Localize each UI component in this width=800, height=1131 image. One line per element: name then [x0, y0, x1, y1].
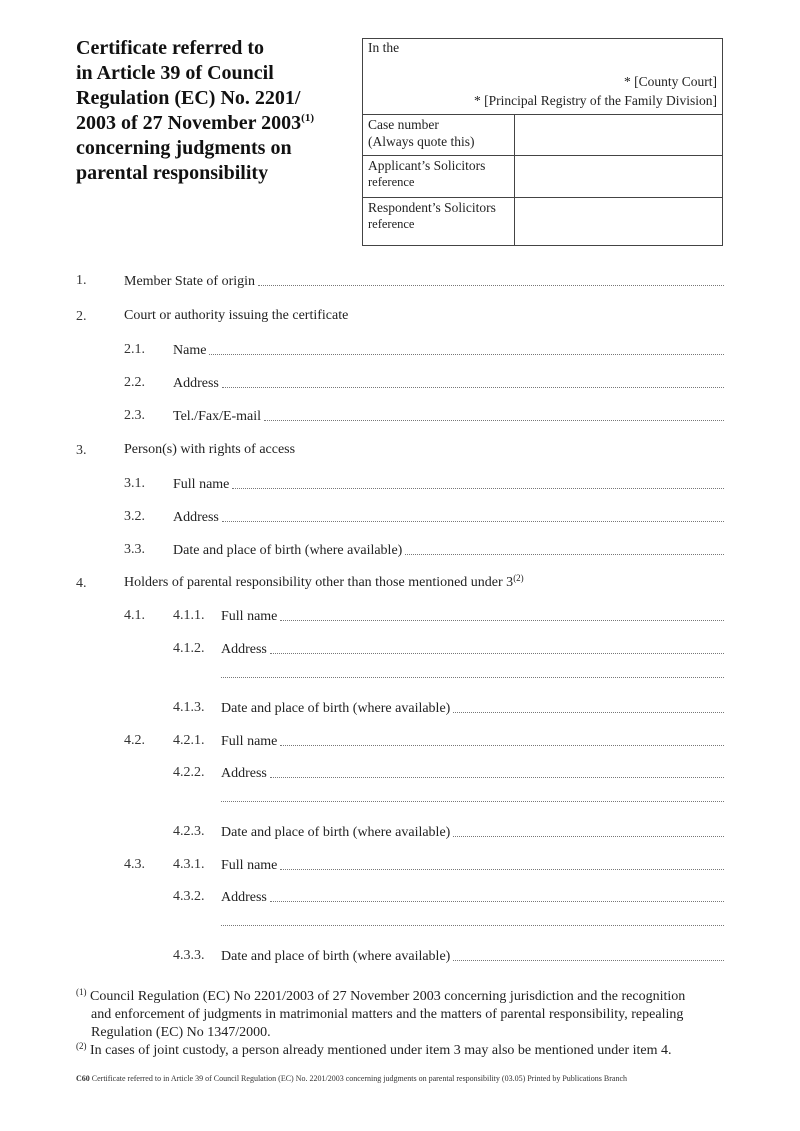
court-address-field[interactable]: [173, 374, 724, 392]
dotted-line: [280, 744, 724, 746]
case-number-label: [363, 115, 515, 155]
respondent-reference-row: [363, 198, 722, 245]
dotted-line: [280, 868, 724, 870]
footnote-text: Council Regulation (EC) No 2201/2003 of 27 November 2003 concerning jurisdiction and the recognition: [90, 989, 686, 1004]
title-line: concerning judgments on: [76, 137, 292, 159]
applicant-reference-field[interactable]: [515, 156, 722, 197]
holder-2-address-line-2[interactable]: [221, 800, 724, 802]
member-state-field[interactable]: [124, 272, 724, 290]
holder-1-address-field[interactable]: [221, 640, 724, 658]
title-line-text: 2003 of 27 November 2003: [76, 112, 302, 134]
dotted-line: [222, 386, 724, 388]
dotted-line: [453, 959, 724, 961]
item-number: 4.3.: [124, 857, 145, 872]
court-authority-heading: Court or authority issuing the certificate: [124, 308, 349, 323]
case-number-note: (Always quote this): [368, 134, 475, 149]
footnote-ref: (1): [301, 112, 314, 124]
footnote-ref: (2): [513, 573, 524, 583]
footnote-line: and enforcement of judgments in matrimonial matters and the matters of parental responsibility, repealing: [91, 1007, 684, 1022]
applicant-reference-row: [363, 156, 722, 198]
address-label: Address: [221, 890, 267, 905]
dotted-line: [222, 520, 724, 522]
case-number-row: [363, 115, 722, 156]
footnote-text: In cases of joint custody, a person already mentioned under item 3 may also be mentioned under item 4.: [90, 1043, 672, 1058]
birth-label: Date and place of birth (where available): [221, 949, 451, 964]
item-number: 3.3.: [124, 542, 145, 557]
footnote-mark: (2): [76, 1041, 87, 1051]
item-number: 2.3.: [124, 408, 145, 423]
footnote-mark: (1): [76, 987, 87, 997]
dotted-line: [270, 900, 724, 902]
dotted-line: [453, 835, 724, 837]
birth-label: Date and place of birth (where available): [221, 701, 451, 716]
access-birth-field[interactable]: [173, 541, 724, 559]
address-label: Address: [221, 766, 267, 781]
dotted-line: [264, 419, 724, 421]
dotted-line: [270, 776, 724, 778]
respondent-reference-label: [363, 198, 515, 245]
dotted-line: [209, 353, 724, 355]
footnote-1: [76, 988, 726, 1042]
title-line: in Article 39 of Council: [76, 62, 274, 84]
title-line: Certificate referred to: [76, 37, 265, 59]
item-number: 4.2.: [124, 733, 145, 748]
principal-registry-option: * [Principal Registry of the Family Division]: [474, 93, 717, 108]
court-contact-label: Tel./Fax/E-mail: [173, 409, 262, 424]
item-number: 4.1.3.: [173, 700, 205, 715]
holder-1-full-name-field[interactable]: [221, 607, 724, 625]
holder-1-address-line-2[interactable]: [221, 676, 724, 678]
birth-label: Date and place of birth (where available): [173, 543, 403, 558]
access-address-field[interactable]: [173, 508, 724, 526]
item-number: 2.: [76, 309, 87, 324]
item-number: 4.: [76, 576, 87, 591]
rights-of-access-heading: Person(s) with rights of access: [124, 442, 296, 457]
dotted-line: [405, 553, 724, 555]
footnote-line: [76, 988, 726, 1006]
holder-3-address-field[interactable]: [221, 888, 724, 906]
item-number: 4.2.1.: [173, 733, 205, 748]
footnote-line: Regulation (EC) No 1347/2000.: [91, 1025, 271, 1040]
item-number: 1.: [76, 273, 87, 288]
court-name-field[interactable]: [173, 341, 724, 359]
holder-3-full-name-field[interactable]: [221, 856, 724, 874]
respondent-label-text-2: reference: [368, 217, 415, 231]
dotted-line: [280, 619, 724, 621]
item-number: 3.2.: [124, 509, 145, 524]
holder-2-address-field[interactable]: [221, 764, 724, 782]
respondent-label-text: Respondent’s Solicitors: [368, 200, 496, 215]
dotted-line: [232, 487, 724, 489]
birth-label: Date and place of birth (where available): [221, 825, 451, 840]
item-number: 4.2.3.: [173, 824, 205, 839]
in-the-label: In the: [368, 40, 400, 55]
item-number: 4.3.1.: [173, 857, 205, 872]
access-full-name-field[interactable]: [173, 475, 724, 493]
applicant-label-text-2: reference: [368, 175, 415, 189]
title-line: parental responsibility: [76, 162, 269, 184]
heading-text: Holders of parental responsibility other than those mentioned under 3: [124, 575, 514, 590]
item-number: 3.: [76, 443, 87, 458]
title-line: Regulation (EC) No. 2201/: [76, 87, 301, 109]
dotted-line: [258, 284, 724, 286]
court-contact-field[interactable]: [173, 407, 724, 425]
form-code: C60: [76, 1074, 90, 1083]
respondent-reference-field[interactable]: [515, 198, 722, 245]
applicant-label-text: Applicant’s Solicitors: [368, 158, 486, 173]
title-line: [76, 111, 356, 136]
parental-responsibility-heading: [124, 575, 524, 591]
member-state-label: Member State of origin: [124, 274, 256, 289]
item-number: 2.1.: [124, 342, 145, 357]
full-name-label: Full name: [221, 609, 278, 624]
form-title: [76, 36, 356, 186]
holder-3-birth-field[interactable]: [221, 947, 724, 965]
case-number-field[interactable]: [515, 115, 722, 155]
holder-1-birth-field[interactable]: [221, 699, 724, 717]
holder-2-full-name-field[interactable]: [221, 732, 724, 750]
item-number: 4.3.3.: [173, 948, 205, 963]
item-number: 4.1.: [124, 608, 145, 623]
footer-text: Certificate referred to in Article 39 of Council Regulation (EC) No. 2201/2003 concerning judgments on parental responsibility (03.05) Printed by Publications Branch: [91, 1074, 627, 1083]
full-name-label: Full name: [221, 734, 278, 749]
item-number: 2.2.: [124, 375, 145, 390]
county-court-option: * [County Court]: [624, 74, 717, 89]
court-address-label: Address: [173, 376, 219, 391]
court-name-label: Name: [173, 343, 207, 358]
item-number: 4.1.2.: [173, 641, 205, 656]
item-number: 3.1.: [124, 476, 145, 491]
court-cell[interactable]: [363, 39, 722, 115]
case-number-label-text: Case number: [368, 117, 439, 132]
dotted-line: [453, 711, 724, 713]
dotted-line: [270, 652, 724, 654]
item-number: 4.2.2.: [173, 765, 205, 780]
holder-2-birth-field[interactable]: [221, 823, 724, 841]
footnote-2: [76, 1042, 726, 1060]
address-label: Address: [221, 642, 267, 657]
full-name-label: Full name: [173, 477, 230, 492]
court-details-box: [362, 38, 723, 246]
applicant-reference-label: [363, 156, 515, 197]
full-name-label: Full name: [221, 858, 278, 873]
item-number: 4.1.1.: [173, 608, 205, 623]
address-label: Address: [173, 510, 219, 525]
item-number: 4.3.2.: [173, 889, 205, 904]
form-footer: [76, 1074, 627, 1083]
holder-3-address-line-2[interactable]: [221, 924, 724, 926]
